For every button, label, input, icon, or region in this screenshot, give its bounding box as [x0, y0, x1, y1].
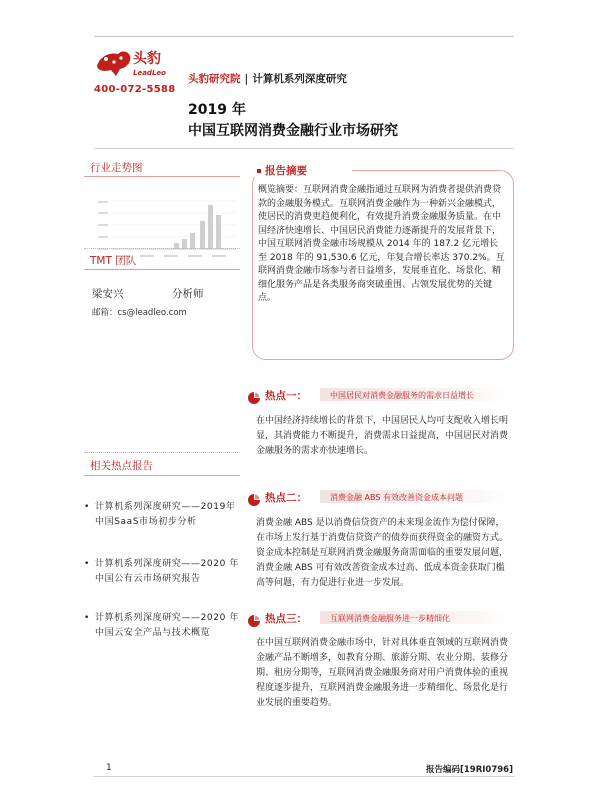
hotpoint-pie-icon: [248, 389, 260, 401]
related-report-link[interactable]: 计算机系列深度研究——2020 年中国公有云市场研究报告: [95, 559, 239, 584]
svg-text:头豹: 头豹: [133, 51, 161, 67]
team-section-rule: [84, 269, 240, 270]
bullet-icon: •: [84, 502, 90, 512]
phone-number: 400-072-5588: [94, 84, 176, 95]
hotpoint-label: 热点一：: [265, 390, 307, 402]
hotpoint-body: 消费金融 ABS 是以消费信贷资产的未来现金流作为偿付保障，在市场上发行基于消费信贷资产的债券而获得资金的融资方式。资金成本控制是互联网消费金融服务商需面临的重要发展问题，消费金融 ABS 可有效改善资金成本过高、低成本资金获取门槛高等问题，有力促进行业进一步发展。: [256, 518, 509, 588]
svg-text:LeadLeo: LeadLeo: [133, 69, 166, 77]
related-report-link[interactable]: 计算机系列深度研究——2020 年中国云安全产品与技术概览: [95, 613, 239, 638]
footer-rule: [94, 776, 514, 777]
bullet-icon: •: [84, 613, 90, 623]
bullet-icon: •: [84, 559, 90, 569]
institute-name: 头豹研究院: [188, 73, 241, 85]
related-section-top-rule: [84, 452, 240, 453]
header-rule: [94, 148, 514, 149]
hotpoint-label: 热点三：: [265, 613, 307, 625]
analyst-email: 邮箱：cs@leadleo.com: [92, 308, 187, 318]
hotpoint-subtitle: 中国居民对消费金融服务的需求日益增长: [330, 391, 474, 400]
report-year: 2019 年: [188, 102, 246, 118]
summary-marker-icon: [257, 169, 261, 173]
series-name: 计算机系列深度研究: [252, 73, 347, 85]
breadcrumb: [188, 71, 347, 86]
hotpoint-pie-icon: [248, 491, 260, 503]
hotpoint-body: 在中国互联网消费金融市场中，针对具体垂直领域的互联网消费金融产品不断增多，如教育分期、旅游分期、农业分期、装修分期、租房分期等，互联网消费金融服务商对用户消费体验的重视程度逐步提升，互联网消费金融服务进一步精细化、场景化是行业发展的重要趋势。: [256, 638, 509, 708]
team-section-title: TMT 团队: [90, 255, 137, 267]
related-report-item[interactable]: [84, 500, 242, 530]
top-rule: [94, 36, 514, 37]
leadleo-logo: [94, 44, 174, 84]
related-report-item[interactable]: [84, 557, 242, 587]
page-number: 1: [106, 763, 112, 773]
hotpoint-subtitle: 消费金融 ABS 有效改善资金成本问题: [330, 493, 463, 502]
summary-body: 概览摘要：互联网消费金融指通过互联网为消费者提供消费贷款的金融服务模式。互联网消费金融作为一种新兴金融模式，使居民的消费更趋便利化，有效提升消费金融服务质量。在中国经济快速增长、中国居民消费能力逐渐提升的发展背景下，中国互联网消费金融市场规模从 2014 年的 187.2 亿元增长至 2018 年的 91,530.6 亿元，年复合增长率达 370.2%。互联网消费金融市场参与者日益增多，发展垂直化、场景化、精细化服务产品是各类服务商突破重围、占领发展优势的关键点。: [258, 185, 505, 303]
report-title: 中国互联网消费金融行业市场研究: [188, 123, 398, 139]
trend-section-rule: [84, 176, 240, 177]
trend-section-title: 行业走势图: [90, 162, 143, 174]
hotpoint-subtitle: 互联网消费金融服务进一步精细化: [330, 614, 450, 623]
hotpoint-label: 热点二：: [265, 492, 307, 504]
analyst-role: 分析师: [172, 288, 204, 300]
related-section-title: 相关热点报告: [90, 460, 153, 472]
related-section-rule: [84, 475, 240, 476]
hotpoint-pie-icon: [248, 612, 260, 624]
hotpoint-body: 在中国经济持续增长的背景下，中国居民人均可支配收入增长明显，其消费能力不断提升，消费需求日益提高，中国居民对消费金融服务的需求亦快速增长。: [256, 416, 509, 456]
related-report-link[interactable]: 计算机系列深度研究——2019年中国SaaS市场初步分析: [95, 502, 236, 527]
analyst-name: 梁安兴: [92, 288, 124, 300]
summary-heading: 报告摘要: [265, 165, 307, 177]
team-section-top-rule: [84, 248, 240, 249]
related-report-item[interactable]: [84, 611, 242, 641]
report-code: 报告编码[19RI0796]: [426, 765, 513, 775]
breadcrumb-separator: |: [244, 73, 249, 85]
